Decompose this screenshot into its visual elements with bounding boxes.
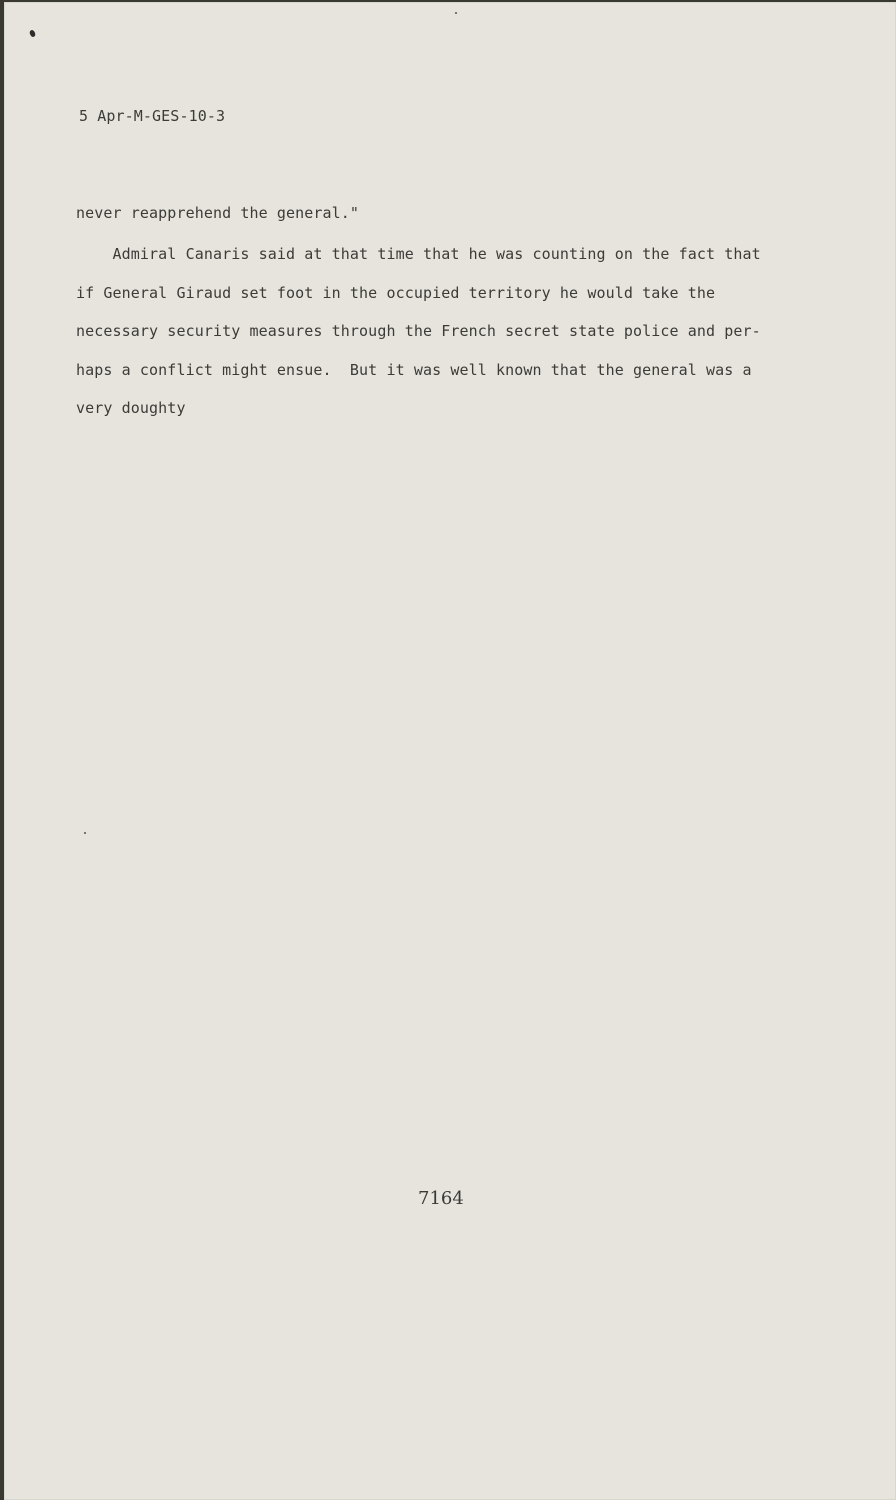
paper-mark (455, 12, 457, 14)
document-reference: 5 Apr-M-GES-10-3 (79, 107, 226, 125)
text-line: never reapprehend the general." (76, 204, 360, 222)
text-line: if General Giraud set foot in the occupied territory he would take the (76, 284, 716, 302)
page-number: 7164 (418, 1188, 464, 1209)
text-line: very doughty (76, 399, 186, 417)
text-line: necessary security measures through the French secret state police and per- (76, 322, 761, 340)
text-line: Admiral Canaris said at that time that he was counting on the fact that (76, 245, 761, 263)
ink-speck (29, 29, 37, 38)
text-line: haps a conflict might ensue. But it was well known that the general was a (76, 361, 752, 379)
paper-mark (84, 832, 86, 834)
document-page (4, 2, 896, 1500)
